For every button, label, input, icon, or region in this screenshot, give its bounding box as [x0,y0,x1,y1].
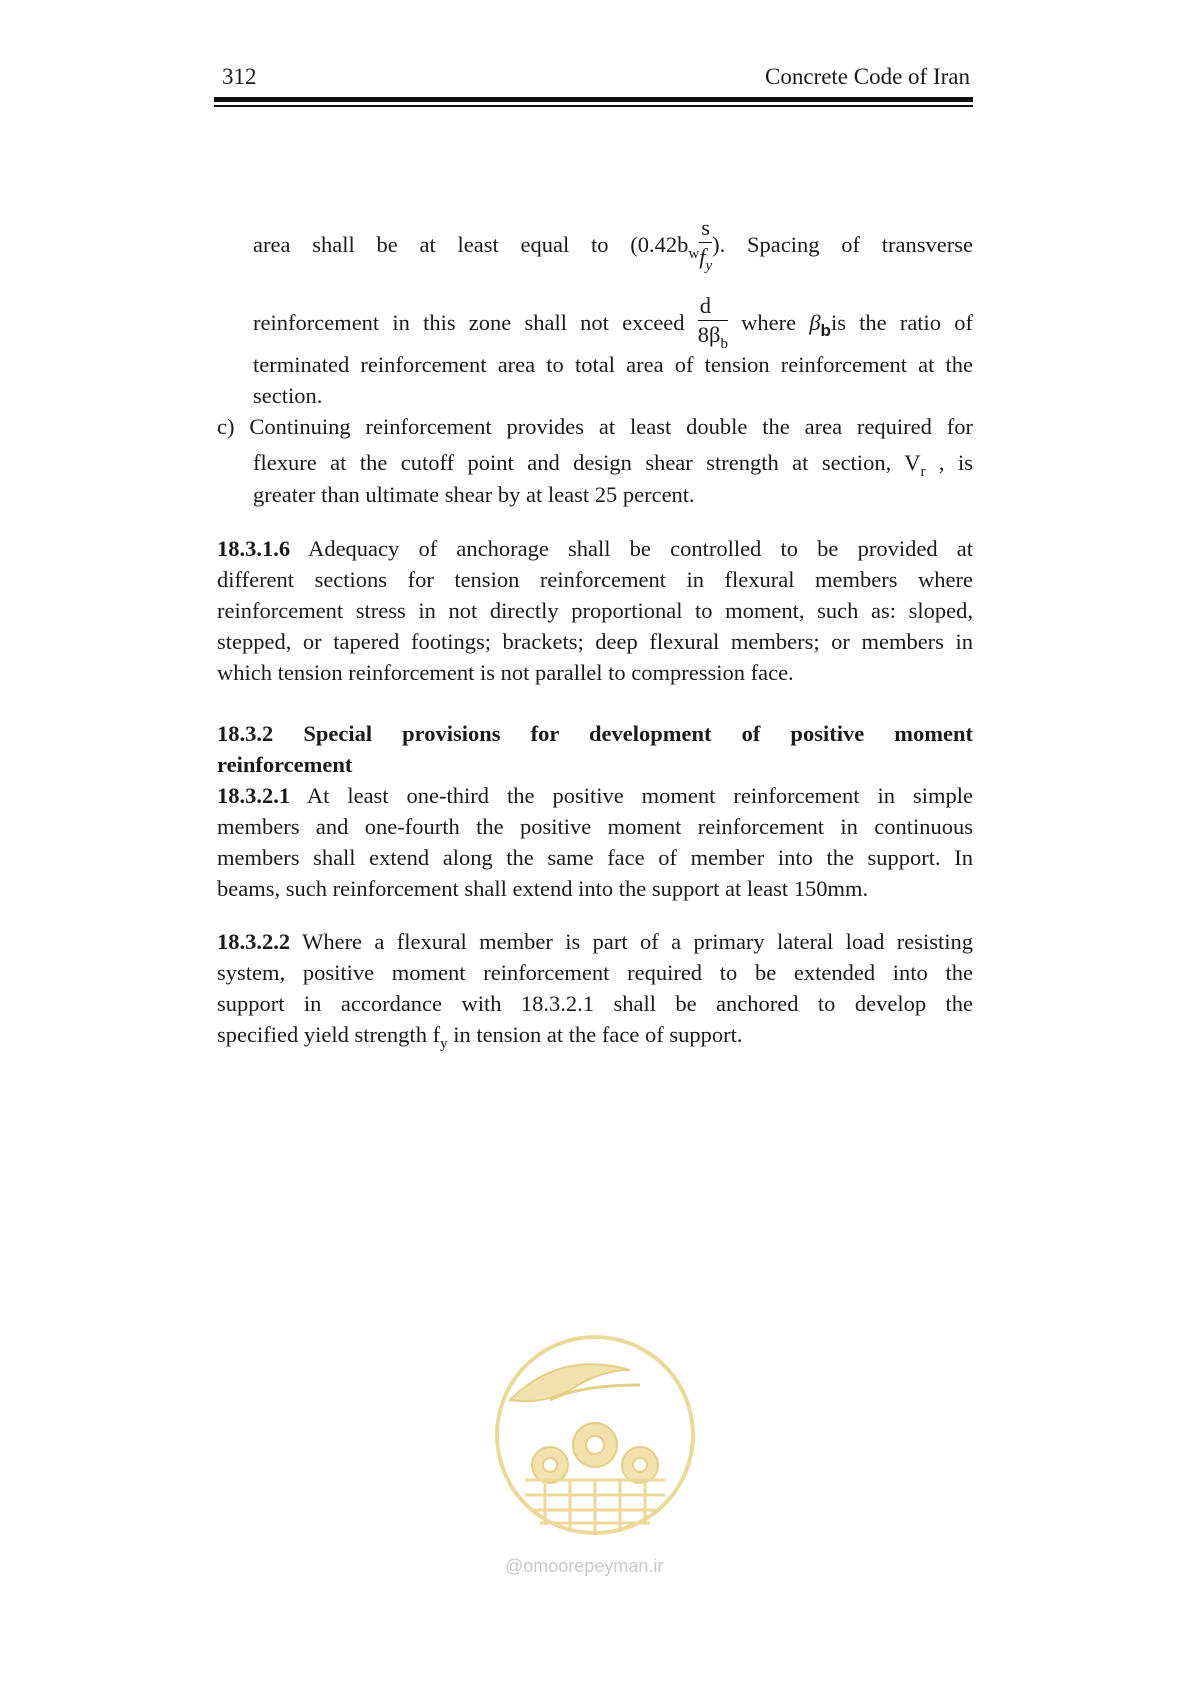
para-a-line-1: area shall be at least equal to ($0.42b_w$ $\frac{s}{f_y}$ ). Spacing of transverse [253,214,973,280]
sec-18316-line-5: which tension reinforcement is not parallel to compression face. [217,660,794,685]
sec-18322-line-3: support in accordance with 18.3.2.1 shall be anchored to develop the [217,991,973,1016]
para-a-line-3: terminated reinforcement area to total area of tension reinforcement at the [253,352,973,377]
para-a-line-4: section. [253,383,323,408]
sec-18321-line-3: members shall extend along the same face of member into the support. In [217,845,973,870]
sec-18322-line-4: specified yield strength $f_y$ in tension at the face of support. [217,1022,743,1052]
watermark-logo [490,1330,700,1540]
section-heading-18-3-2: 18.3.2 Special provisions for development of positive moment [217,721,973,746]
para-c-line-1: c) Continuing reinforcement provides at least double the area required for [217,414,973,439]
para-a-line-2: reinforcement in this zone shall not exceed $\frac{d}{8\beta_b}$ where $\beta_bis$ the ratio of [253,292,973,358]
sec-18316-line-2: different sections for tension reinforcement in flexural members where [217,567,973,592]
page-number: 312 [222,64,257,89]
header-rule-thin [214,105,973,107]
para-c-line-2: flexure at the cutoff point and design shear strength at section, $V_r$ , is [253,450,973,480]
fraction-s-over-fy: $\frac{s}{f_y}$ [699,215,713,274]
sec-18321-line-1: 18.3.2.1 At least one-third the positive moment reinforcement in simple [217,783,973,808]
para-c-line-3: greater than ultimate shear by at least 25 percent. [253,482,695,507]
section-heading-18-3-2-cont: reinforcement [217,752,353,777]
header-rule-thick [214,97,973,102]
running-title: Concrete Code of Iran [764,64,970,89]
sec-18316-line-3: reinforcement stress in not directly proportional to moment, such as: sloped, [217,598,973,623]
sec-18321-line-2: members and one-fourth the positive moment reinforcement in continuous [217,814,973,839]
fraction-d-over-8beta: $\frac{d}{8\beta_b}$ [697,293,728,352]
sec-18322-line-2: system, positive moment reinforcement required to be extended into the [217,960,973,985]
sec-18316-line-4: stepped, or tapered footings; brackets; deep flexural members; or members in [217,629,973,654]
sec-18321-line-4: beams, such reinforcement shall extend into the support at least 150mm. [217,876,869,901]
watermark-text: @omoorepeyman.ir [505,1556,664,1576]
sec-18322-line-1: 18.3.2.2 Where a flexural member is part of a primary lateral load resisting [217,929,973,954]
sec-18316-line-1: 18.3.1.6 Adequacy of anchorage shall be controlled to be provided at [217,536,973,561]
